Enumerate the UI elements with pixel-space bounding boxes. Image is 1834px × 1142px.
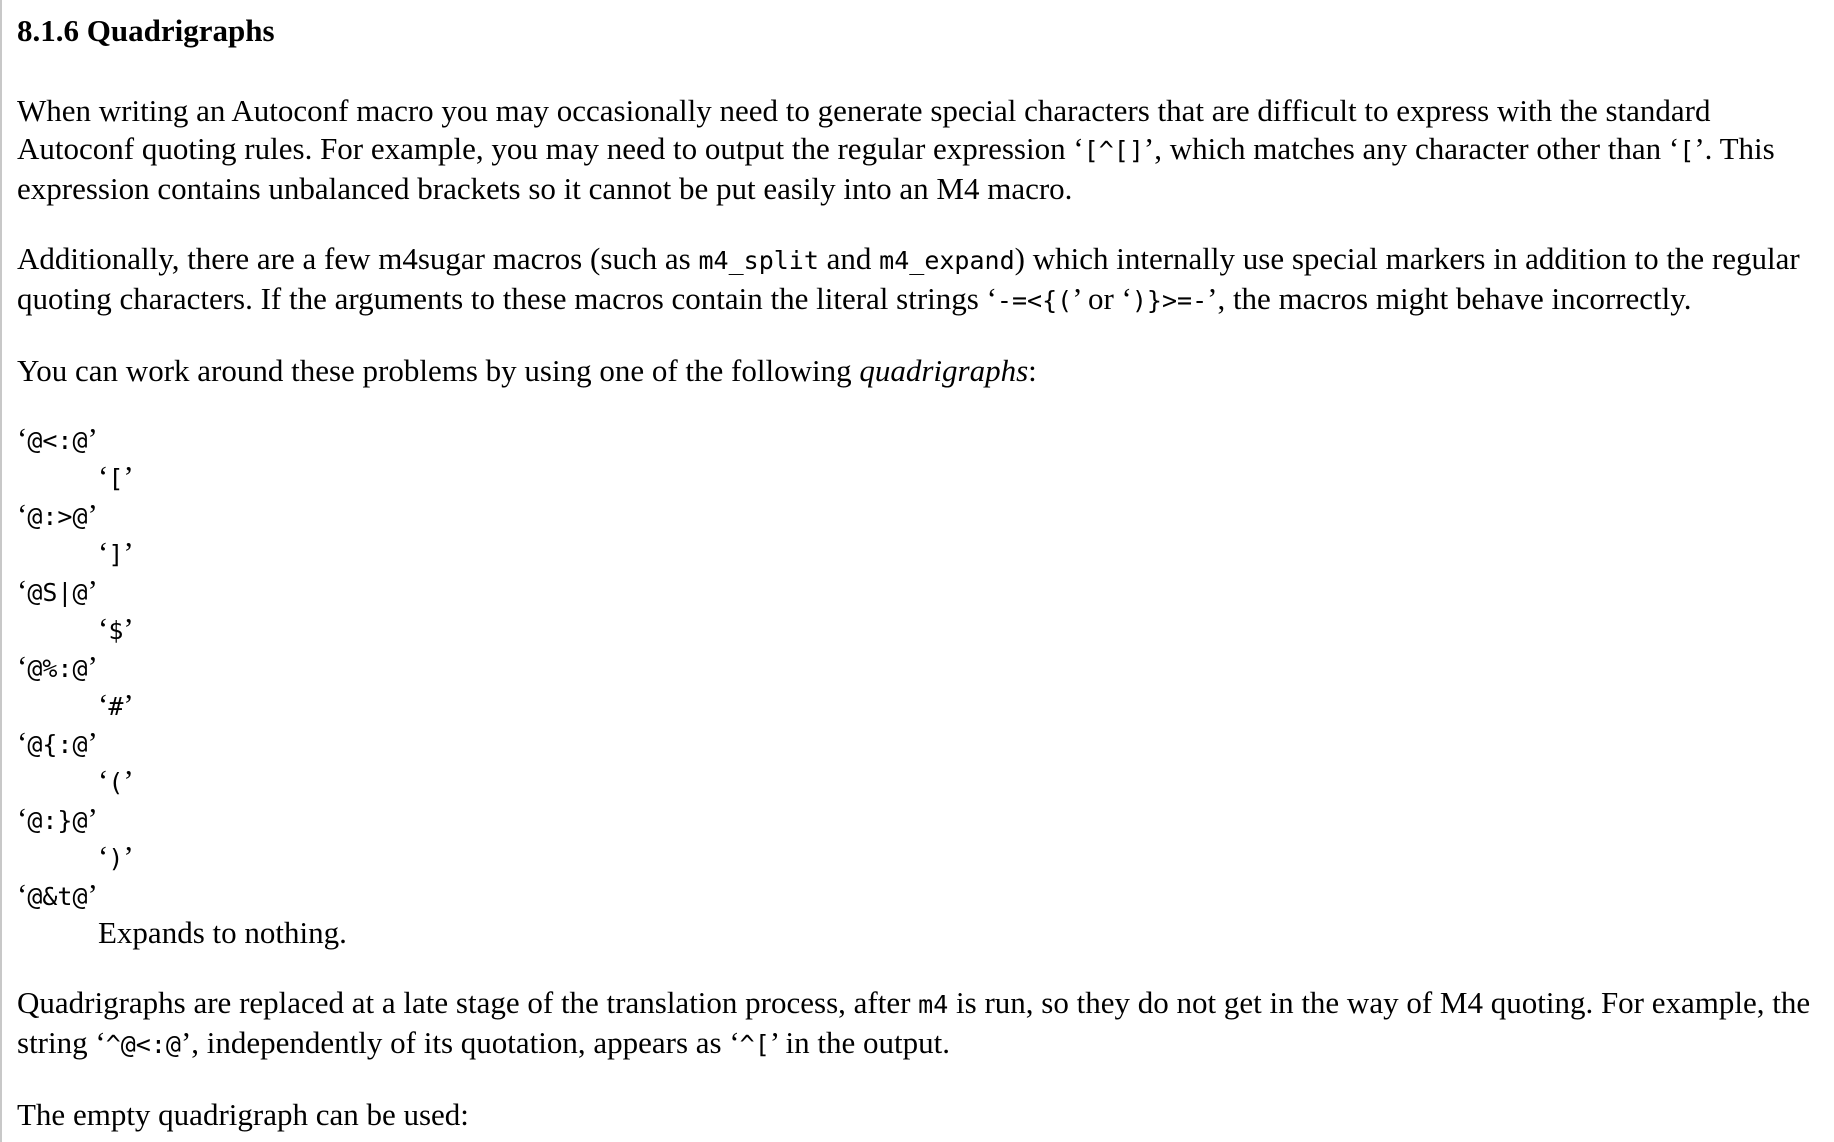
- quadrigraph-char: ): [108, 844, 124, 873]
- text: When writing an Autoconf macro you may occasionally need to generate special characters that are difficult to express with the standard Autoconf quoting rules. For example, you may need to output the regular expression ‘: [17, 93, 1711, 166]
- quadrigraph-term: ‘@S|@’: [17, 573, 98, 608]
- quadrigraph-code: @{:@: [27, 730, 88, 759]
- quadrigraph-desc: Expands to nothing.: [98, 915, 347, 950]
- quadrigraph-desc: ‘$’: [98, 611, 134, 646]
- text: ’, which matches any character other than ‘: [1143, 131, 1680, 166]
- quadrigraph-char: $: [108, 616, 124, 645]
- document-body: [17, 0, 1832, 1134]
- text: ) which internally use special markers in addition to the regular quoting characters. If the arguments to these macros contain the literal strings ‘: [17, 241, 1800, 316]
- left-border: [0, 0, 2, 1142]
- quadrigraph-list: [17, 420, 1832, 952]
- text: is run, so they do not get in the way of M4 quoting. For example, the string ‘: [17, 985, 1811, 1060]
- inline-code: m4: [918, 990, 949, 1019]
- quadrigraph-char: (: [108, 768, 124, 797]
- quadrigraph-desc: ‘[’: [98, 459, 134, 494]
- quadrigraph-code: @S|@: [27, 578, 88, 607]
- text: ’ in the output.: [769, 1025, 951, 1060]
- inline-code: [^[]: [1083, 136, 1144, 165]
- section-heading: 8.1.6 Quadrigraphs: [17, 13, 275, 48]
- paragraph-intro: [17, 92, 1832, 208]
- text: ’. This expression contains unbalanced brackets so it cannot be put easily into an M4 macro.: [17, 131, 1775, 206]
- paragraph-replacement: [17, 984, 1832, 1064]
- inline-code: ^@<:@: [105, 1030, 181, 1059]
- inline-code: m4_expand: [879, 246, 1015, 275]
- quadrigraph-term: ‘@{:@’: [17, 725, 98, 760]
- text: Additionally, there are a few m4sugar macros (such as: [17, 241, 699, 276]
- emphasis: quadrigraphs: [859, 353, 1029, 388]
- inline-code: -=<{(: [996, 286, 1073, 315]
- quadrigraph-desc: ‘(’: [98, 763, 134, 798]
- quadrigraph-desc: ‘)’: [98, 839, 134, 874]
- quadrigraph-code: @<:@: [27, 426, 88, 455]
- quadrigraph-desc: ‘#’: [98, 687, 134, 722]
- text: :: [1028, 353, 1037, 388]
- text: ’ or ‘: [1072, 281, 1132, 316]
- quadrigraph-char: [: [108, 464, 124, 493]
- quadrigraph-code: @%:@: [27, 654, 88, 683]
- quadrigraph-term: ‘@%:@’: [17, 649, 98, 684]
- paragraph-empty-quadrigraph: The empty quadrigraph can be used:: [17, 1097, 469, 1132]
- paragraph-m4sugar: [17, 240, 1832, 320]
- quadrigraph-code: @:}@: [27, 806, 88, 835]
- text: ’, independently of its quotation, appears as ‘: [180, 1025, 740, 1060]
- text: You can work around these problems by using one of the following: [17, 353, 860, 388]
- inline-code: [: [1679, 136, 1695, 165]
- quadrigraph-char: #: [108, 692, 124, 721]
- quadrigraph-term: ‘@:>@’: [17, 497, 98, 532]
- quadrigraph-char: ]: [108, 540, 124, 569]
- quadrigraph-term: ‘@&t@’: [17, 877, 98, 912]
- text: and: [818, 241, 880, 276]
- quadrigraph-term: ‘@<:@’: [17, 421, 98, 456]
- text: Quadrigraphs are replaced at a late stage of the translation process, after: [17, 985, 919, 1020]
- quadrigraph-code: @:>@: [27, 502, 88, 531]
- paragraph-workaround: [17, 352, 1832, 390]
- quadrigraph-term: ‘@:}@’: [17, 801, 98, 836]
- inline-code: ^[: [739, 1030, 770, 1059]
- inline-code: )}>=-: [1131, 286, 1208, 315]
- text: ’, the macros might behave incorrectly.: [1207, 281, 1692, 316]
- quadrigraph-code: @&t@: [27, 882, 88, 911]
- inline-code: m4_split: [698, 246, 819, 275]
- quadrigraph-desc: ‘]’: [98, 535, 134, 570]
